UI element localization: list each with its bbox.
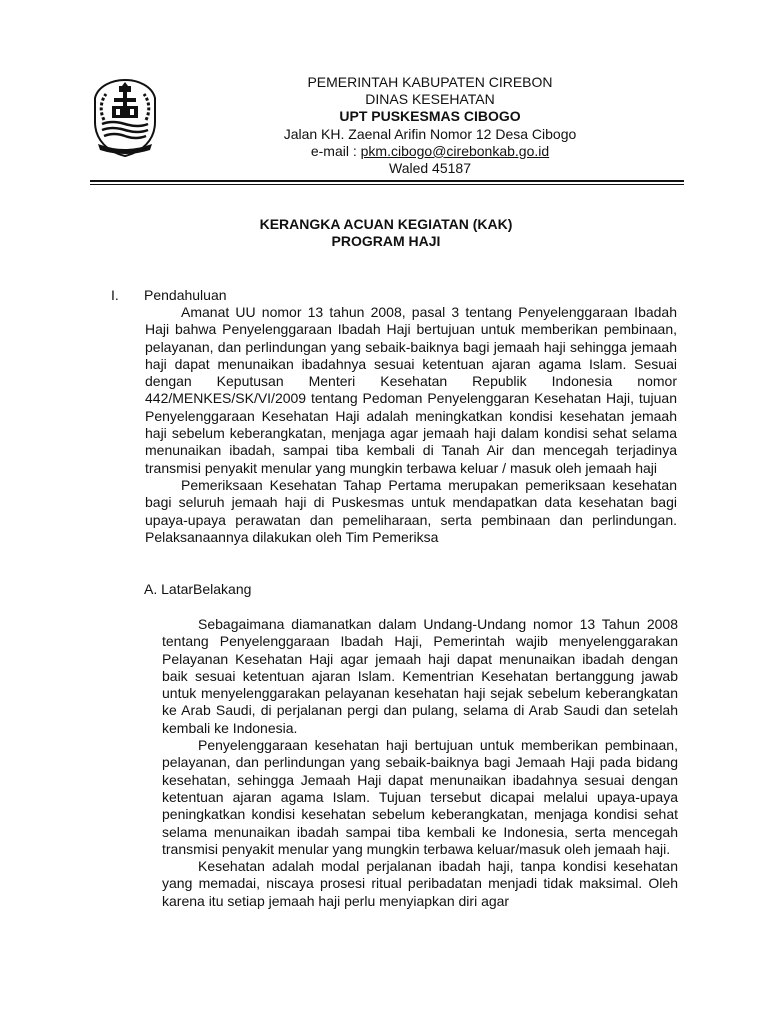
letterhead-government: PEMERINTAH KABUPATEN CIREBON — [307, 74, 553, 90]
letterhead-address: Jalan KH. Zaenal Arifin Nomor 12 Desa Cibogo — [283, 125, 577, 142]
email-label: e-mail : — [310, 142, 361, 159]
document-title-line1: KERANGKA ACUAN KEGIATAN (KAK) — [259, 216, 513, 232]
letterhead-department: DINAS KESEHATAN — [365, 91, 495, 108]
background-paragraph-1: Sebagaimana diamanatkan dalam Undang-Undang nomor 13 Tahun 2008 tentang Penyelenggaraan Ibadah Haji, Pemerintah wajib menyelenggarakan Pelayanan Kesehatan Haji agar jemaah haji dapat menunaikan ibadah dengan baik sesuai ketentuan ajaran Islam. Kementrian Kesehatan bertanggung jawab untuk menyelenggarakan pelayanan kesehatan haji sejak sebelum keberangkatan ke Arab Saudi, di perjalanan pergi dan pulang, selama di Arab Saudi dan setelah kembali ke Indonesia. — [162, 616, 678, 736]
letterhead-postal: Waled 45187 — [389, 160, 471, 177]
intro-paragraph-1: Amanat UU nomor 13 tahun 2008, pasal 3 tentang Penyelenggaraan Ibadah Haji bahwa Penyelenggaraan Ibadah Haji bertujuan untuk memberikan pembinaan, pelayanan, dan perlindungan yang sebaik-baiknya bagi jemaah haji sehingga jemaah haji dapat menunaikan ibadahnya sesuai ketentuan ajaran agama Islam. Sesuai dengan Keputusan Menteri Kesehatan Republik Indonesia nomor 442/MENKES/SK/VI/2009 tentang Pedoman Penyelenggaran Kesehatan Haji, tujuan Penyelenggaraan Kesehatan Haji adalah meningkatkan kondisi kesehatan jemaah haji sebelum keberangkatan, menjaga agar jemaah haji dalam kondisi sehat selama menunaikan ibadah, sampai tiba kembali di Tanah Air dan mencegah terjadinya transmisi penyakit menular yang mungkin terbawa keluar / masuk oleh jemaah haji — [145, 304, 677, 476]
document-title-line2: PROGRAM HAJI — [331, 233, 441, 249]
letterhead-rule-thick — [90, 180, 684, 182]
email-link[interactable]: pkm.cibogo@cirebonkab.go.id — [360, 142, 550, 159]
cirebon-crest-logo — [92, 78, 158, 158]
subsection-heading: A. LatarBelakang — [144, 581, 252, 597]
background-paragraph-2: Penyelenggaraan kesehatan haji bertujuan untuk memberikan pembinaan, pelayanan, dan perlindungan yang sebaik-baiknya bagi Jemaah Haji pada bidang kesehatan, sehingga Jemaah Haji dapat menunaikan ibadahnya sesuai dengan ketentuan ajaran agama Islam. Tujuan tersebut dicapai melalui upaya-upaya peningkatkan kondisi kesehatan sebelum keberangkatan, menjaga kondisi sehat selama menunaikan ibadah sampai tiba kembali ke Indonesia, serta mencegah transmisi penyakit menular yang mungkin terbawa keluar/masuk oleh jemaah haji. — [162, 737, 678, 857]
intro-paragraph-2: Pemeriksaan Kesehatan Tahap Pertama merupakan pemeriksaan kesehatan bagi seluruh jemaah haji di Puskesmas untuk mendapatkan data kesehatan bagi upaya-upaya perawatan dan pemeliharaan, serta pembinaan dan perlindungan. Pelaksanaannya dilakukan oleh Tim Pemeriksa — [145, 476, 677, 545]
section-number: I. — [111, 287, 119, 303]
section-intro-body — [145, 304, 677, 546]
letterhead-unit: UPT PUSKESMAS CIBOGO — [339, 108, 521, 125]
letterhead-email-line — [250, 143, 610, 160]
subsection-body — [162, 616, 678, 910]
background-paragraph-3: Kesehatan adalah modal perjalanan ibadah haji, tanpa kondisi kesehatan yang memadai, niscaya prosesi ritual peribadatan menjadi tidak maksimal. Oleh karena itu setiap jemaah haji perlu menyiapkan diri agar — [162, 858, 678, 909]
letterhead-rule-thin — [90, 184, 684, 185]
document-title — [196, 216, 576, 250]
letterhead — [250, 74, 610, 177]
section-heading: Pendahuluan — [144, 287, 227, 303]
